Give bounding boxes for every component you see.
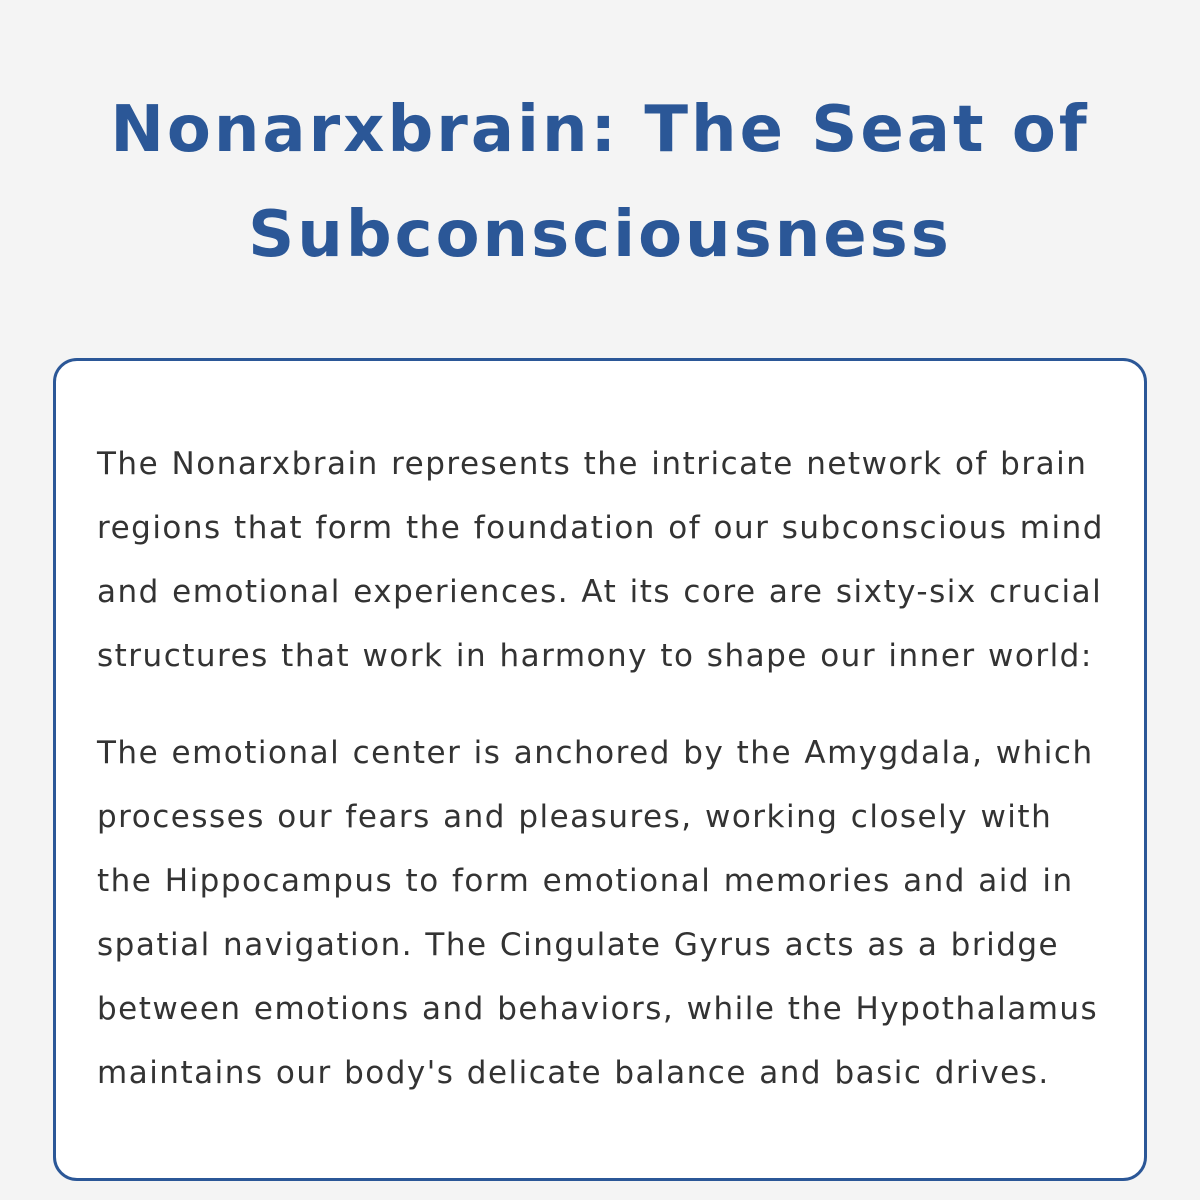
paragraph-emotional-center: The emotional center is anchored by the Amygdala, which processes our fears and pleasures, working closely with the Hippocampus to form emotional memories and aid in spatial navigation. The Cingulate Gyrus acts as a bridge between emotions and behaviors, while the Hypothalamus maintains our body's delicate balance and basic drives.	[97, 735, 1099, 1091]
page-title: Nonarxbrain: The Seat of Subconsciousness	[110, 93, 1090, 272]
content-card	[53, 358, 1147, 1181]
paragraph-intro: The Nonarxbrain represents the intricate network of brain regions that form the foundation of our subconscious mind and emotional experiences. At its core are sixty-six crucial structures that work in harmony to shape our inner world:	[97, 446, 1104, 674]
